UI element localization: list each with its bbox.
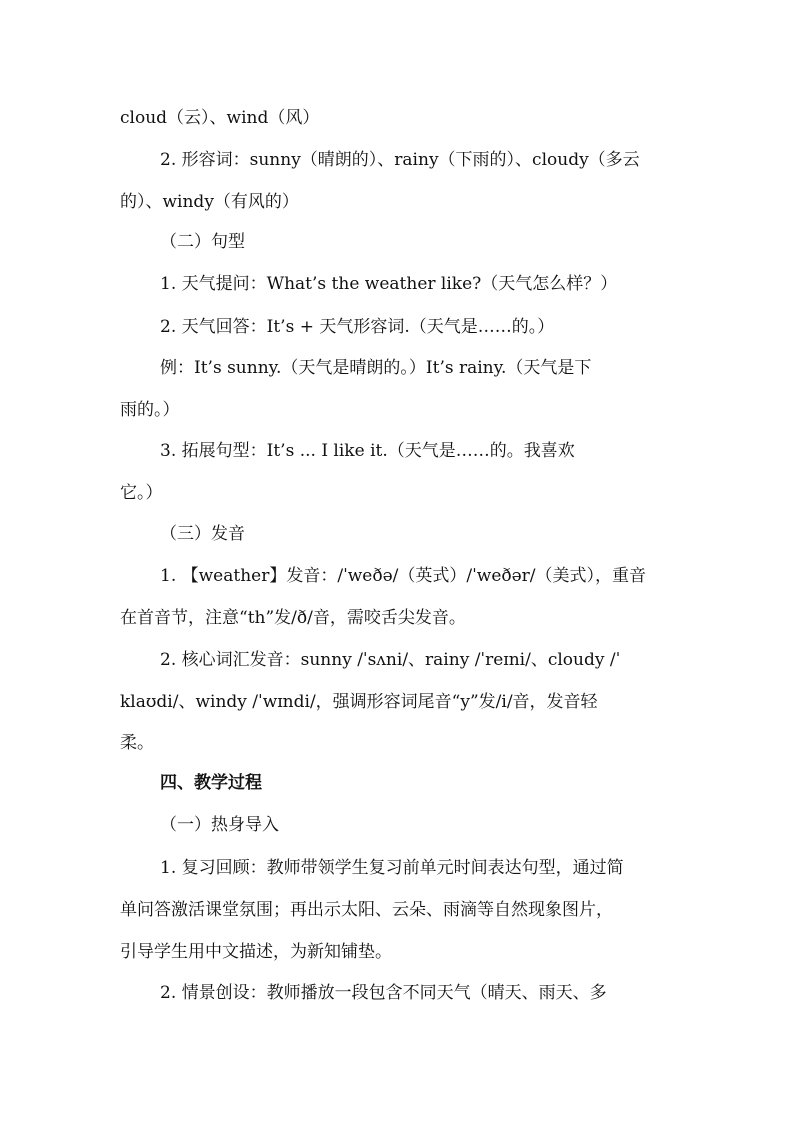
- text-line: 柔。: [120, 733, 154, 753]
- text-line: klaʊdi/、windy /ˈwɪndi/，强调形容词尾音“y”发/i/音，发音轻: [120, 692, 598, 712]
- text-line: 2. 情景创设：教师播放一段包含不同天气（晴天、雨天、多: [160, 983, 607, 1003]
- text-line: 2. 形容词：sunny（晴朗的）、rainy（下雨的）、cloudy（多云: [160, 150, 640, 170]
- text-line: 3. 拓展句型：It’s ... I like it.（天气是……的。我喜欢: [160, 441, 575, 461]
- text-line: 1. 复习回顾：教师带领学生复习前单元时间表达句型，通过简: [160, 858, 624, 878]
- text-line: 例：It’s sunny.（天气是晴朗的。）It’s rainy.（天气是下: [160, 358, 592, 378]
- text-line: 在首音节，注意“th”发/ð/音，需咬舌尖发音。: [120, 608, 466, 628]
- text-line: cloud（云）、wind（风）: [120, 108, 320, 128]
- section-subheading: （三）发音: [160, 524, 245, 544]
- text-line: 2. 天气回答：It’s + 天气形容词.（天气是……的。）: [160, 317, 555, 337]
- section-subheading: （二）句型: [160, 232, 245, 252]
- text-line: 1. 天气提问：What’s the weather like?（天气怎么样？）: [160, 274, 618, 294]
- section-subheading: （一）热身导入: [160, 815, 279, 835]
- text-line: 它。）: [120, 483, 163, 503]
- section-heading: 四、教学过程: [160, 773, 262, 793]
- text-line: 2. 核心词汇发音：sunny /ˈsʌni/、rainy /ˈreɪni/、cloudy /ˈ: [160, 650, 621, 670]
- text-line: 1. 【weather】发音：/ˈweðə/（英式）/ˈweðər/（美式），重音: [160, 566, 647, 586]
- text-line: 单问答激活课堂氛围；再出示太阳、云朵、雨滴等自然现象图片，: [120, 900, 613, 920]
- text-line: 雨的。）: [120, 400, 180, 420]
- text-line: 引导学生用中文描述，为新知铺垫。: [120, 942, 392, 962]
- text-line: 的）、windy（有风的）: [120, 192, 299, 212]
